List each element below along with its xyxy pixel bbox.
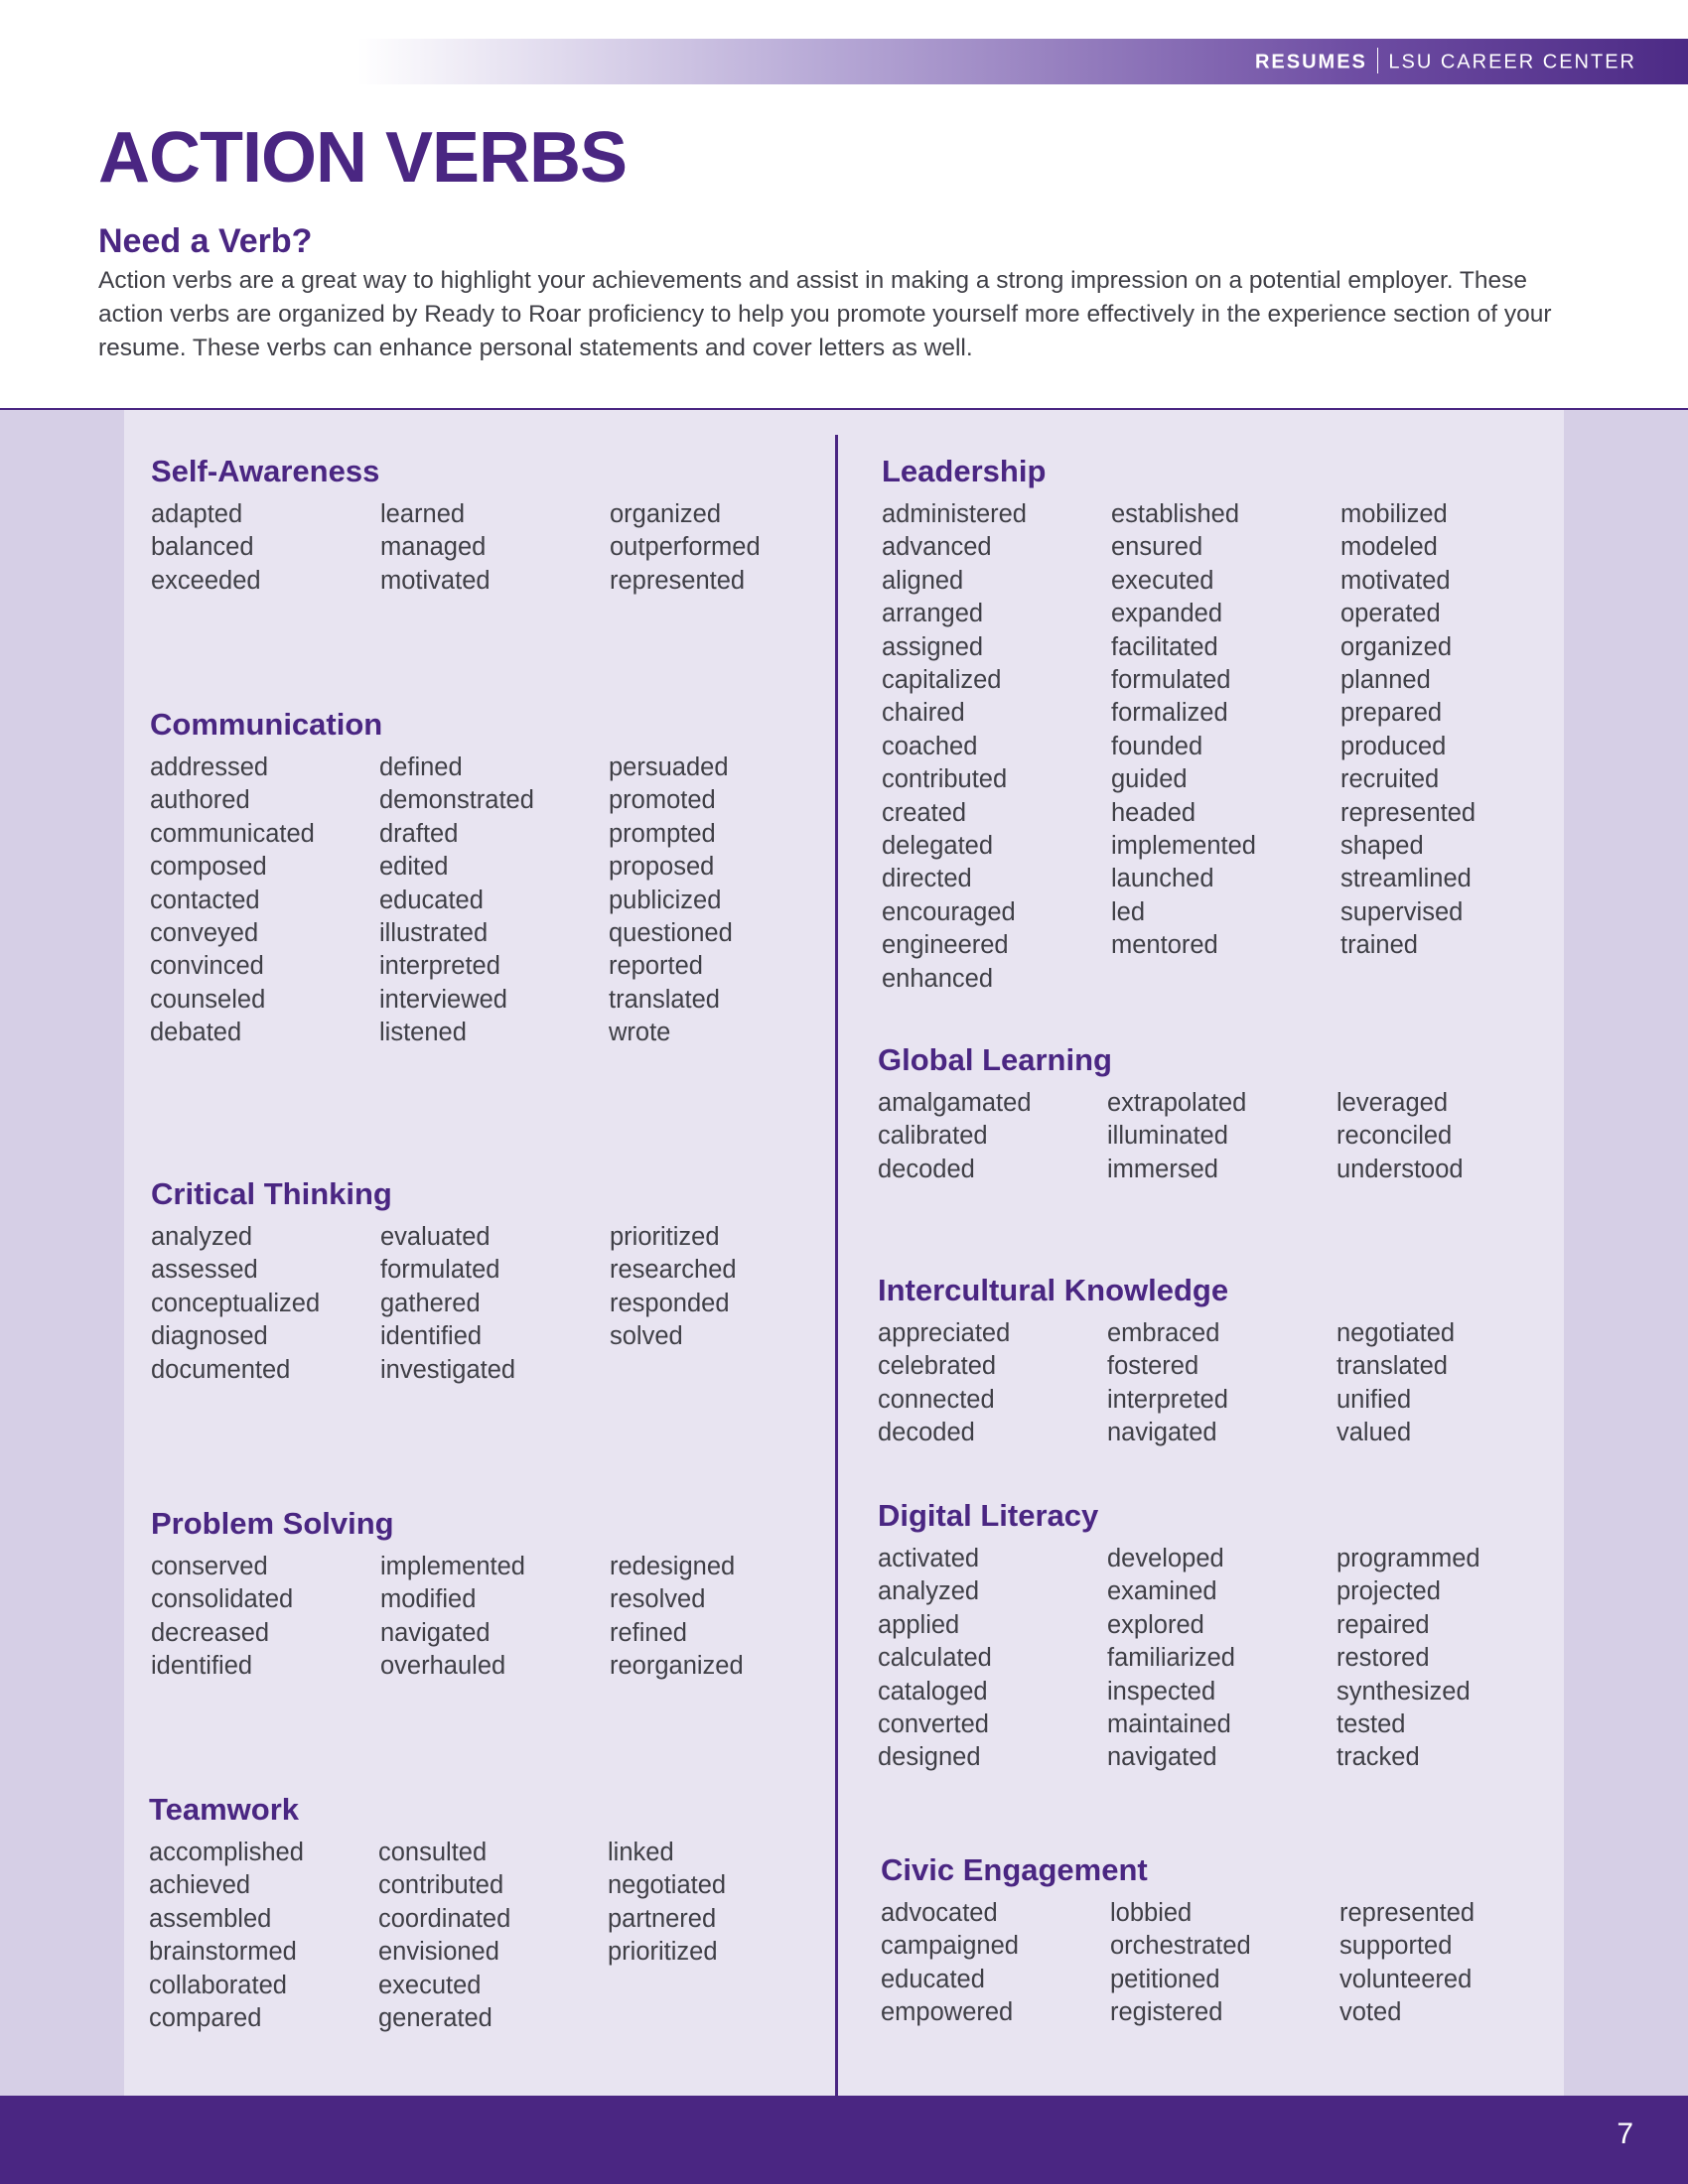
verb-item: empowered: [881, 1998, 1014, 2027]
verb-item: formulated: [380, 1256, 500, 1285]
verb-item: solved: [610, 1322, 683, 1351]
section-title: Problem Solving: [151, 1506, 394, 1541]
verb-column: [610, 1551, 839, 1684]
verb-item: implemented: [380, 1553, 525, 1580]
verb-item: edited: [379, 853, 449, 882]
verb-column: [610, 498, 839, 598]
verb-item: designed: [878, 1743, 981, 1772]
header-banner: [357, 39, 1688, 84]
verb-column: [610, 1221, 839, 1387]
verb-column: [1110, 1897, 1339, 2030]
verb-item: wrote: [609, 1019, 671, 1047]
verb-item: aligned: [882, 566, 964, 595]
verb-item: debated: [150, 1019, 242, 1047]
verb-item: operated: [1340, 600, 1441, 628]
section-title: Civic Engagement: [881, 1852, 1148, 1887]
verb-item: diagnosed: [151, 1322, 268, 1351]
verb-column: [1336, 1317, 1566, 1450]
verb-item: supported: [1339, 1932, 1453, 1961]
verb-item: streamlined: [1340, 865, 1472, 893]
verb-item: counseled: [150, 985, 266, 1014]
verb-column: [608, 1837, 837, 2035]
verb-item: conceptualized: [151, 1289, 321, 1317]
section-title: Intercultural Knowledge: [878, 1273, 1229, 1307]
verb-item: navigated: [1107, 1419, 1217, 1447]
verb-item: listened: [379, 1019, 467, 1047]
verb-item: illuminated: [1107, 1122, 1228, 1151]
verb-grid: [149, 1837, 837, 2035]
verb-column: [1339, 1897, 1569, 2030]
verb-item: achieved: [149, 1871, 251, 1900]
verb-column: [609, 751, 838, 1050]
verb-item: applied: [878, 1610, 960, 1639]
verb-item: promoted: [609, 786, 716, 815]
verb-item: motivated: [1340, 566, 1451, 595]
header-organization: LSU CAREER CENTER: [1388, 51, 1636, 73]
verb-item: celebrated: [878, 1352, 997, 1381]
verb-item: contacted: [150, 886, 260, 914]
verb-item: volunteered: [1339, 1965, 1473, 1993]
verb-item: headed: [1111, 798, 1196, 827]
verb-grid: [878, 1087, 1566, 1186]
verb-item: chaired: [882, 699, 965, 728]
verb-item: envisioned: [378, 1938, 499, 1967]
verb-item: represented: [1340, 798, 1477, 827]
verb-item: conserved: [151, 1553, 268, 1580]
verb-item: explored: [1107, 1610, 1204, 1639]
verb-column: [1107, 1087, 1336, 1186]
verb-item: composed: [150, 853, 267, 882]
verb-item: activated: [878, 1545, 980, 1572]
verb-item: represented: [610, 566, 746, 595]
verb-item: compared: [149, 2004, 262, 2033]
verb-item: reported: [609, 952, 703, 981]
verb-grid: [882, 498, 1570, 996]
verb-item: leveraged: [1336, 1089, 1448, 1117]
verb-item: addressed: [150, 753, 269, 781]
verb-grid: [151, 498, 839, 598]
verb-item: trained: [1340, 931, 1418, 960]
verb-grid: [878, 1543, 1566, 1775]
verb-column: [878, 1317, 1107, 1450]
verb-item: refined: [610, 1618, 687, 1647]
verb-column: [882, 498, 1111, 996]
verb-column: [1340, 498, 1570, 996]
section-critical-thinking: [151, 1175, 839, 1387]
verb-item: adapted: [151, 500, 243, 528]
verb-item: overhauled: [380, 1652, 506, 1681]
verb-item: drafted: [379, 819, 459, 848]
verb-item: synthesized: [1336, 1677, 1471, 1706]
verb-column: [151, 498, 380, 598]
verb-item: translated: [609, 985, 720, 1014]
verb-item: identified: [380, 1322, 483, 1351]
verb-item: inspected: [1107, 1677, 1216, 1706]
verb-item: engineered: [882, 931, 1009, 960]
verb-item: facilitated: [1111, 632, 1218, 661]
verb-item: expanded: [1111, 600, 1223, 628]
verb-item: projected: [1336, 1577, 1441, 1606]
verb-column: [1336, 1087, 1566, 1186]
verb-item: identified: [151, 1652, 253, 1681]
verb-item: produced: [1340, 732, 1447, 760]
verb-item: converted: [878, 1710, 989, 1739]
verb-column: [379, 751, 609, 1050]
verb-item: organized: [1340, 632, 1452, 661]
verb-item: brainstormed: [149, 1938, 297, 1967]
verb-grid: [878, 1317, 1566, 1450]
verb-item: repaired: [1336, 1610, 1430, 1639]
verb-item: enhanced: [882, 964, 994, 993]
verb-item: tracked: [1336, 1743, 1420, 1772]
verb-item: connected: [878, 1385, 995, 1414]
verb-item: illustrated: [379, 919, 489, 948]
verb-item: founded: [1111, 732, 1203, 760]
verb-item: registered: [1110, 1998, 1223, 2027]
verb-item: familiarized: [1107, 1644, 1235, 1673]
verb-item: calculated: [878, 1644, 992, 1673]
verb-item: authored: [150, 786, 250, 815]
verb-item: launched: [1111, 865, 1214, 893]
verb-grid: [150, 751, 838, 1050]
section-problem-solving: [151, 1505, 839, 1684]
verb-item: created: [882, 798, 967, 827]
verb-item: decreased: [151, 1618, 270, 1647]
page-number: 7: [1617, 2117, 1633, 2150]
section-title: Self-Awareness: [151, 454, 380, 488]
verb-item: consulted: [378, 1839, 488, 1866]
verb-item: questioned: [609, 919, 733, 948]
verb-item: unified: [1336, 1385, 1412, 1414]
verb-item: amalgamated: [878, 1089, 1032, 1117]
verb-item: defined: [379, 753, 463, 781]
verb-item: advocated: [881, 1899, 998, 1927]
footer-bar: [0, 2096, 1688, 2184]
verb-item: persuaded: [609, 753, 729, 781]
verb-item: interviewed: [379, 985, 507, 1014]
verb-item: accomplished: [149, 1839, 304, 1866]
verb-item: generated: [378, 2004, 492, 2033]
verb-item: modified: [380, 1585, 477, 1614]
verb-item: navigated: [1107, 1743, 1217, 1772]
verb-item: convinced: [150, 952, 264, 981]
verb-column: [1111, 498, 1340, 996]
verb-item: assigned: [882, 632, 984, 661]
verb-column: [378, 1837, 608, 2035]
verb-item: coached: [882, 732, 978, 760]
header-category: RESUMES: [1254, 51, 1367, 73]
verb-item: reconciled: [1336, 1122, 1453, 1151]
section-leadership: [882, 453, 1570, 996]
verb-item: proposed: [609, 853, 715, 882]
verb-column: [151, 1221, 380, 1387]
verb-item: partnered: [608, 1904, 717, 1933]
verb-item: modeled: [1340, 533, 1438, 562]
verb-item: supervised: [1340, 897, 1464, 926]
verb-item: developed: [1107, 1545, 1224, 1572]
verb-item: coordinated: [378, 1904, 511, 1933]
verb-column: [151, 1551, 380, 1684]
verb-item: decoded: [878, 1419, 975, 1447]
verb-item: decoded: [878, 1155, 975, 1183]
verb-item: assessed: [151, 1256, 258, 1285]
section-civic-engagement: [881, 1851, 1569, 2030]
verb-grid: [151, 1551, 839, 1684]
verb-item: analyzed: [878, 1577, 980, 1606]
verb-item: managed: [380, 533, 487, 562]
verb-item: valued: [1336, 1419, 1412, 1447]
verb-item: appreciated: [878, 1319, 1011, 1347]
section-title: Critical Thinking: [151, 1176, 392, 1211]
section-intercultural-knowledge: [878, 1272, 1566, 1450]
verb-item: planned: [1340, 666, 1431, 695]
verb-item: redesigned: [610, 1553, 736, 1580]
verb-item: assembled: [149, 1904, 272, 1933]
verb-item: educated: [379, 886, 484, 914]
verb-item: implemented: [1111, 832, 1256, 861]
header-separator: [1377, 48, 1379, 73]
verb-item: interpreted: [379, 952, 500, 981]
verb-item: translated: [1336, 1352, 1448, 1381]
verb-column: [380, 1551, 610, 1684]
verb-item: cataloged: [878, 1677, 988, 1706]
verb-item: prioritized: [608, 1938, 718, 1967]
verb-item: immersed: [1107, 1155, 1218, 1183]
verb-item: understood: [1336, 1155, 1464, 1183]
section-digital-literacy: [878, 1497, 1566, 1775]
verb-item: restored: [1336, 1644, 1430, 1673]
verb-item: linked: [608, 1839, 674, 1866]
verb-item: reorganized: [610, 1652, 744, 1681]
section-title: Communication: [150, 707, 383, 742]
verb-item: executed: [378, 1971, 482, 1999]
verb-column: [150, 751, 379, 1050]
verb-item: contributed: [882, 765, 1008, 794]
verb-item: prioritized: [610, 1223, 720, 1251]
verb-item: conveyed: [150, 919, 259, 948]
verb-item: contributed: [378, 1871, 504, 1900]
verb-item: voted: [1339, 1998, 1402, 2027]
verb-item: organized: [610, 500, 721, 528]
verb-item: shaped: [1340, 832, 1424, 861]
page-subtitle: Need a Verb?: [98, 222, 313, 260]
verb-item: guided: [1111, 765, 1188, 794]
verb-item: mentored: [1111, 931, 1218, 960]
verb-item: mobilized: [1340, 500, 1448, 528]
verb-item: negotiated: [1336, 1319, 1456, 1347]
verb-item: directed: [882, 865, 972, 893]
verb-item: investigated: [380, 1355, 516, 1384]
verb-column: [1107, 1543, 1336, 1775]
verb-item: analyzed: [151, 1223, 253, 1251]
section-communication: [150, 706, 838, 1050]
verb-item: calibrated: [878, 1122, 988, 1151]
verb-column: [1107, 1317, 1336, 1450]
verb-item: represented: [1339, 1899, 1476, 1927]
page-title: ACTION VERBS: [98, 118, 628, 198]
verb-item: gathered: [380, 1289, 481, 1317]
verb-column: [1336, 1543, 1566, 1775]
section-global-learning: [878, 1041, 1566, 1186]
header-label: [1255, 50, 1636, 75]
verb-item: educated: [881, 1965, 985, 1993]
verb-item: arranged: [882, 600, 984, 628]
verb-column: [878, 1543, 1107, 1775]
section-title: Teamwork: [149, 1792, 300, 1827]
verb-item: demonstrated: [379, 786, 534, 815]
verb-item: advanced: [882, 533, 992, 562]
verb-item: researched: [610, 1256, 737, 1285]
verb-item: prepared: [1340, 699, 1443, 728]
verb-item: resolved: [610, 1585, 706, 1614]
section-title: Digital Literacy: [878, 1498, 1099, 1533]
verb-item: motivated: [380, 566, 491, 595]
verb-item: evaluated: [380, 1223, 491, 1251]
intro-paragraph: Action verbs are a great way to highlight your achievements and assist in making a strong impression on a potential employer. These action verbs are organized by Ready to Roar proficiency to help you promote yourself more effectively in the experience section of your resume. These verbs can enhance personal statements and cover letters as well.: [98, 267, 1552, 361]
verb-item: responded: [610, 1289, 730, 1317]
verb-item: documented: [151, 1355, 291, 1384]
verb-item: executed: [1111, 566, 1214, 595]
verb-item: lobbied: [1110, 1899, 1193, 1927]
section-title: Global Learning: [878, 1042, 1112, 1077]
verb-item: balanced: [151, 533, 254, 562]
verb-item: outperformed: [610, 533, 761, 562]
verb-item: collaborated: [149, 1971, 287, 1999]
verb-item: negotiated: [608, 1871, 727, 1900]
verb-item: campaigned: [881, 1932, 1019, 1961]
verb-item: embraced: [1107, 1319, 1220, 1347]
verb-item: administered: [882, 500, 1027, 528]
verb-item: tested: [1336, 1710, 1406, 1739]
verb-item: recruited: [1340, 765, 1440, 794]
section-teamwork: [149, 1791, 837, 2035]
verb-item: examined: [1107, 1577, 1217, 1606]
verb-item: led: [1111, 897, 1146, 926]
verb-item: programmed: [1336, 1545, 1480, 1572]
verb-grid: [881, 1897, 1569, 2030]
verb-column: [380, 1221, 610, 1387]
verb-item: petitioned: [1110, 1965, 1220, 1993]
verb-column: [380, 498, 610, 598]
verb-item: navigated: [380, 1618, 491, 1647]
verb-column: [149, 1837, 378, 2035]
verb-column: [881, 1897, 1110, 2030]
verb-item: ensured: [1111, 533, 1203, 562]
verb-item: prompted: [609, 819, 716, 848]
verb-item: delegated: [882, 832, 994, 861]
verb-item: fostered: [1107, 1352, 1199, 1381]
verb-item: exceeded: [151, 566, 261, 595]
verb-column: [878, 1087, 1107, 1186]
verb-item: interpreted: [1107, 1385, 1228, 1414]
verb-item: orchestrated: [1110, 1932, 1251, 1961]
verb-item: formulated: [1111, 666, 1231, 695]
verb-item: learned: [380, 500, 466, 528]
verb-item: extrapolated: [1107, 1089, 1247, 1117]
verb-item: communicated: [150, 819, 315, 848]
verb-item: maintained: [1107, 1710, 1231, 1739]
verb-item: formalized: [1111, 699, 1228, 728]
verb-item: consolidated: [151, 1585, 294, 1614]
verb-item: publicized: [609, 886, 722, 914]
section-self-awareness: [151, 453, 839, 598]
verb-item: established: [1111, 500, 1240, 528]
verb-grid: [151, 1221, 839, 1387]
verb-item: capitalized: [882, 666, 1002, 695]
verb-item: encouraged: [882, 897, 1016, 926]
section-title: Leadership: [882, 454, 1047, 488]
